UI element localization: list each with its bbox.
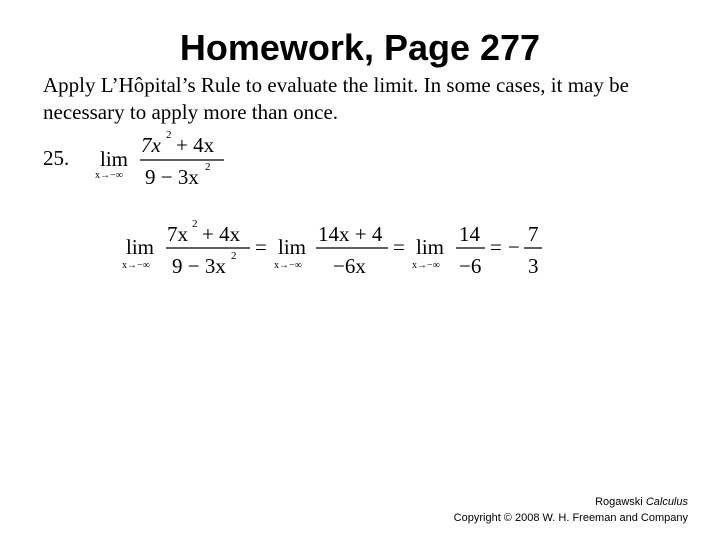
problem-numerator-rest: + 4x <box>176 133 215 157</box>
solution-limit-subscript-1: x→−∞ <box>122 260 150 271</box>
equals-sign-1: = <box>255 235 267 259</box>
step1-denominator: −6x <box>333 254 366 278</box>
problem-numerator-term: 7x <box>141 133 161 157</box>
solution-chain <box>122 218 542 278</box>
footer <box>454 494 688 526</box>
solution-denominator-exponent: 2 <box>231 250 237 262</box>
problem-numerator-exponent: 2 <box>166 129 172 141</box>
result-numerator: 7 <box>528 222 539 246</box>
problem-denominator-exponent: 2 <box>205 161 211 173</box>
footer-book-line <box>454 494 688 510</box>
solution-lim-label-1: lim <box>126 235 155 259</box>
lim-label: lim <box>100 147 129 171</box>
solution-denominator-term: 9 − 3x <box>172 254 226 278</box>
limit-subscript: x→−∞ <box>95 170 123 181</box>
solution-numerator-exponent: 2 <box>192 218 198 230</box>
solution-lim-label-3: lim <box>416 235 445 259</box>
instructions-text: Apply L’Hôpital’s Rule to evaluate the limit. In some cases, it may be necessary to apply more than once. <box>43 73 629 124</box>
step1-numerator: 14x + 4 <box>318 222 383 246</box>
solution-limit-subscript-3: x→−∞ <box>412 260 440 271</box>
minus-sign: − <box>508 235 520 259</box>
problem-denominator-term: 9 − 3x <box>145 165 199 189</box>
result-denominator: 3 <box>528 254 539 278</box>
equals-sign-3: = <box>490 235 502 259</box>
solution-numerator-term: 7x <box>167 222 188 246</box>
problem-limit-expression <box>95 129 224 189</box>
step2-numerator: 14 <box>459 222 480 246</box>
equals-sign-2: = <box>393 235 405 259</box>
solution-numerator-rest: + 4x <box>202 222 241 246</box>
problem-number: 25. <box>43 146 70 170</box>
solution-lim-label-2: lim <box>278 235 307 259</box>
solution-limit-subscript-2: x→−∞ <box>274 260 302 271</box>
footer-book-title: Calculus <box>645 496 688 508</box>
slide-title: Homework, Page 277 <box>179 27 541 68</box>
step2-denominator: −6 <box>459 254 482 278</box>
footer-book-author: Rogawski <box>595 496 643 508</box>
footer-copyright: Copyright © 2008 W. H. Freeman and Company <box>453 512 688 524</box>
